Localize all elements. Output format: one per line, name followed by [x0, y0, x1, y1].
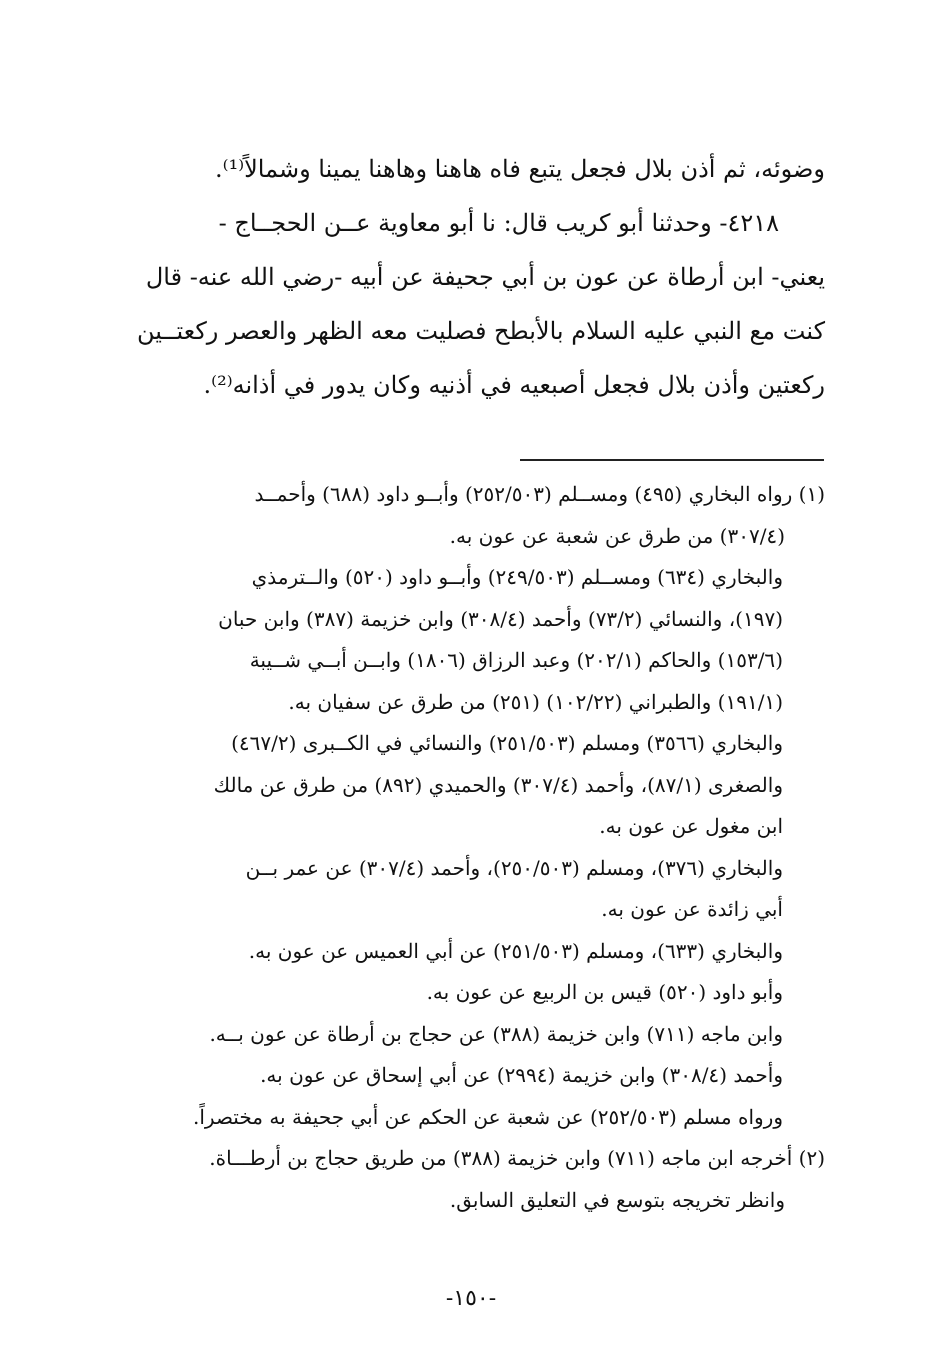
footnote-line: (١٩١/١) والطبراني (١٠٢/٢٢) (٢٥١) من طرق عن سفيان به. [288, 689, 783, 714]
footnote-line: أبي زائدة عن عون به. [601, 897, 783, 921]
footnote-line: (٣٠٧/٤) من طرق عن شعبة عن عون به. [449, 523, 785, 548]
footnote-line: وأبو داود (٥٢٠) قيس بن الربيع عن عون به. [426, 980, 783, 1004]
footnote-line: والبخاري (٦٣٤) ومســلم (٢٤٩/٥٠٣) وأبــو داود (٥٢٠) والــترمذي [251, 565, 783, 589]
main-text-block [105, 142, 825, 412]
footnote-line: ورواه مسلم (٢٥٢/٥٠٣) عن شعبة عن الحكم عن أبي جحيفة به مختصراً. [193, 1104, 783, 1129]
footnotes-block [105, 474, 825, 1221]
footnote-line: والبخاري (٣٧٦)، ومسلم (٢٥٠/٥٠٣)، وأحمد (٣٠٧/٤) عن عمر بــن [245, 855, 783, 880]
footnote-divider [520, 459, 824, 461]
footnote-line: وانظر تخريجه بتوسع في التعليق السابق. [449, 1187, 785, 1212]
footnote-line: والبخاري (٦٣٣)، ومسلم (٢٥١/٥٠٣) عن أبي العميس عن عون به. [248, 938, 783, 963]
hadith-4218-line: ٤٢١٨- وحدثنا أبو كريب قال: نا أبو معاوية عــن الحجــاج - [218, 209, 779, 237]
footnote-line: ابن مغول عن عون به. [599, 814, 783, 838]
footnote-line: والصغرى (٨٧/١)، وأحمد (٣٠٧/٤) والحميدي (٨٩٢) من طرق عن مالك [213, 772, 783, 797]
page-number: -١٥٠- [445, 1286, 497, 1311]
main-line: يعني- ابن أرطاة عن عون بن أبي جحيفة عن أبيه -رضي الله عنه- قال [145, 263, 825, 291]
footnote-line: وأحمد (٣٠٨/٤) وابن خزيمة (٢٩٩٤) عن أبي إسحاق عن عون به. [260, 1063, 783, 1087]
main-line: ركعتين وأذن بلال فجعل أصبعيه في أذنيه وكان يدور في أذانه⁽²⁾. [203, 371, 825, 399]
footnote-line: (١٥٣/٦) والحاكم (٢٠٢/١) وعبد الرزاق (١٨٠٦) وابــن أبــي شــيبة [249, 648, 783, 672]
footnote-1-line: (١) رواه البخاري (٤٩٥) ومســلم (٢٥٢/٥٠٣) وأبــو داود (٦٨٨) وأحمــد [254, 482, 825, 506]
main-line: كنت مع النبي عليه السلام بالأبطح فصليت معه الظهر والعصر ركعتــين [136, 317, 825, 345]
footnote-line: (١٩٧)، والنسائي (٧٣/٢) وأحمد (٣٠٨/٤) وابن خزيمة (٣٨٧) وابن حبان [218, 606, 783, 631]
footnote-line: والبخاري (٣٥٦٦) ومسلم (٢٥١/٥٠٣) والنسائي في الكــبرى (٤٦٧/٢) [231, 731, 783, 755]
footnote-2-line: (٢) أخرجه ابن ماجه (٧١١) وابن خزيمة (٣٨٨) من طريق حجاج بن أرطـــاة. [209, 1146, 825, 1170]
main-line: وضوئه، ثم أذن بلال فجعل يتبع فاه هاهنا وهاهنا يمينا وشمالاً⁽¹⁾. [215, 155, 825, 183]
footnote-line: وابن ماجه (٧١١) وابن خزيمة (٣٨٨) عن حجاج بن أرطاة عن عون بــه. [209, 1021, 783, 1046]
